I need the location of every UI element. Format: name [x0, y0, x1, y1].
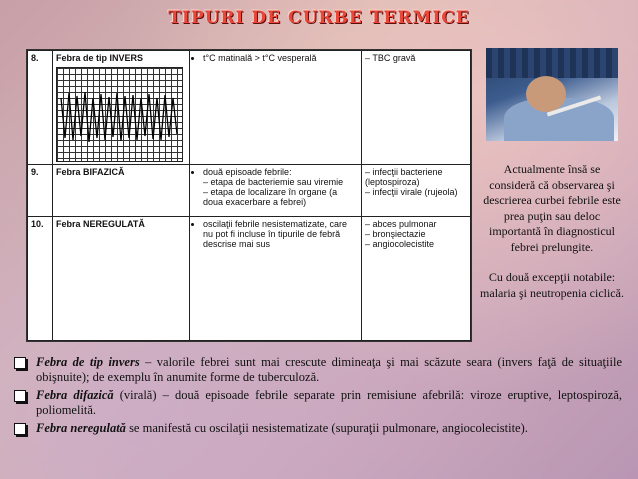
description-list — [193, 53, 358, 63]
checkbox-icon — [14, 390, 26, 402]
row-description — [190, 217, 362, 341]
list-item — [10, 388, 622, 418]
temperature-curve — [61, 92, 177, 142]
note-text: – valorile febrei sunt mai crescute dimineaţa şi mai scăzute seara (invers faţă de situaţiile obişnuite); de exemplu în anumite forme de tuberculoză. — [36, 355, 623, 384]
table-row — [28, 217, 471, 341]
patient-photo — [486, 48, 618, 141]
side-text — [480, 162, 624, 316]
description-item: • t°C matinală > t°C vesperală — [203, 53, 358, 63]
description-list — [193, 167, 358, 177]
cause-text: infecţii bacteriene (leptospiroza) — [365, 167, 443, 187]
description-sublist — [193, 177, 358, 207]
list-item — [10, 421, 622, 436]
row-causes — [362, 51, 471, 165]
cause-item: – abces pulmonar — [365, 219, 437, 229]
note-text: se manifestă cu oscilaţii nesistematizate (supuraţii pulmonare, angiocolecistite). — [125, 421, 528, 435]
cause-item: – TBC gravă — [365, 53, 416, 63]
row-name: Febra NEREGULATĂ — [53, 217, 190, 341]
cause-text: bronşiectazie — [372, 229, 426, 239]
photo-background — [486, 48, 618, 78]
row-causes — [362, 165, 471, 217]
row-causes — [362, 217, 471, 341]
table-row — [28, 51, 471, 165]
note-term: Febra neregulată — [36, 421, 126, 435]
checkbox-icon — [14, 357, 26, 369]
cause-item: – angiocolecistite — [365, 239, 435, 249]
note-term: Febra difazică — [36, 388, 114, 402]
description-item: • două episoade febrile: — [203, 167, 358, 177]
row-name: Febra BIFAZICĂ — [53, 165, 190, 217]
row-number: 8. — [28, 51, 53, 165]
note-term: Febra de tip invers — [36, 355, 140, 369]
note-text: (virală) – două episoade febrile separate prin remisiune afebrilă: viroze eruptive, leptospiroză, poliomelită. — [36, 388, 622, 417]
side-paragraph: Cu două excepţii notabile: malaria şi neutropenia ciclică. — [480, 270, 624, 300]
graph-svg — [57, 68, 182, 161]
photo-face — [526, 76, 566, 112]
fever-types-table-image — [26, 49, 472, 342]
row-number: 9. — [28, 165, 53, 217]
description-subitem: – etapa de bacteriemie sau viremie — [203, 177, 344, 187]
cause-item: – infecţii bacteriene (leptospiroza) — [365, 167, 443, 187]
row-description — [190, 51, 362, 165]
temperature-graph — [56, 67, 183, 162]
cause-text: abces pulmonar — [372, 219, 437, 229]
cause-text: angiocolecistite — [372, 239, 435, 249]
description-list — [193, 219, 358, 249]
cause-text: TBC gravă — [372, 53, 416, 63]
row-name: Febra de tip INVERS — [56, 53, 144, 63]
description-item: • oscilaţii febrile nesistematizate, care nu pot fi incluse în tipurile de febră descrise mai sus — [203, 219, 358, 249]
list-item — [10, 355, 622, 385]
fever-table — [27, 50, 471, 341]
slide-title: TIPURI DE CURBE TERMICE — [168, 8, 470, 28]
row-number: 10. — [28, 217, 53, 341]
cause-item: – infecţii virale (rujeola) — [365, 187, 458, 197]
description-subitem: – etapa de localizare în organe (a doua exacerbare a febrei) — [203, 187, 338, 207]
table-row — [28, 165, 471, 217]
cause-text: infecţii virale (rujeola) — [372, 187, 458, 197]
cause-item: – bronşiectazie — [365, 229, 426, 239]
checkbox-icon — [14, 423, 26, 435]
side-paragraph: Actualmente însă se consideră că observarea şi descrierea curbei febrile este prea puţin sau deloc importantă în diagnosticul febrei prelungite. — [483, 162, 621, 254]
notes-list — [10, 355, 622, 439]
row-description — [190, 165, 362, 217]
row-name-cell — [53, 51, 190, 165]
